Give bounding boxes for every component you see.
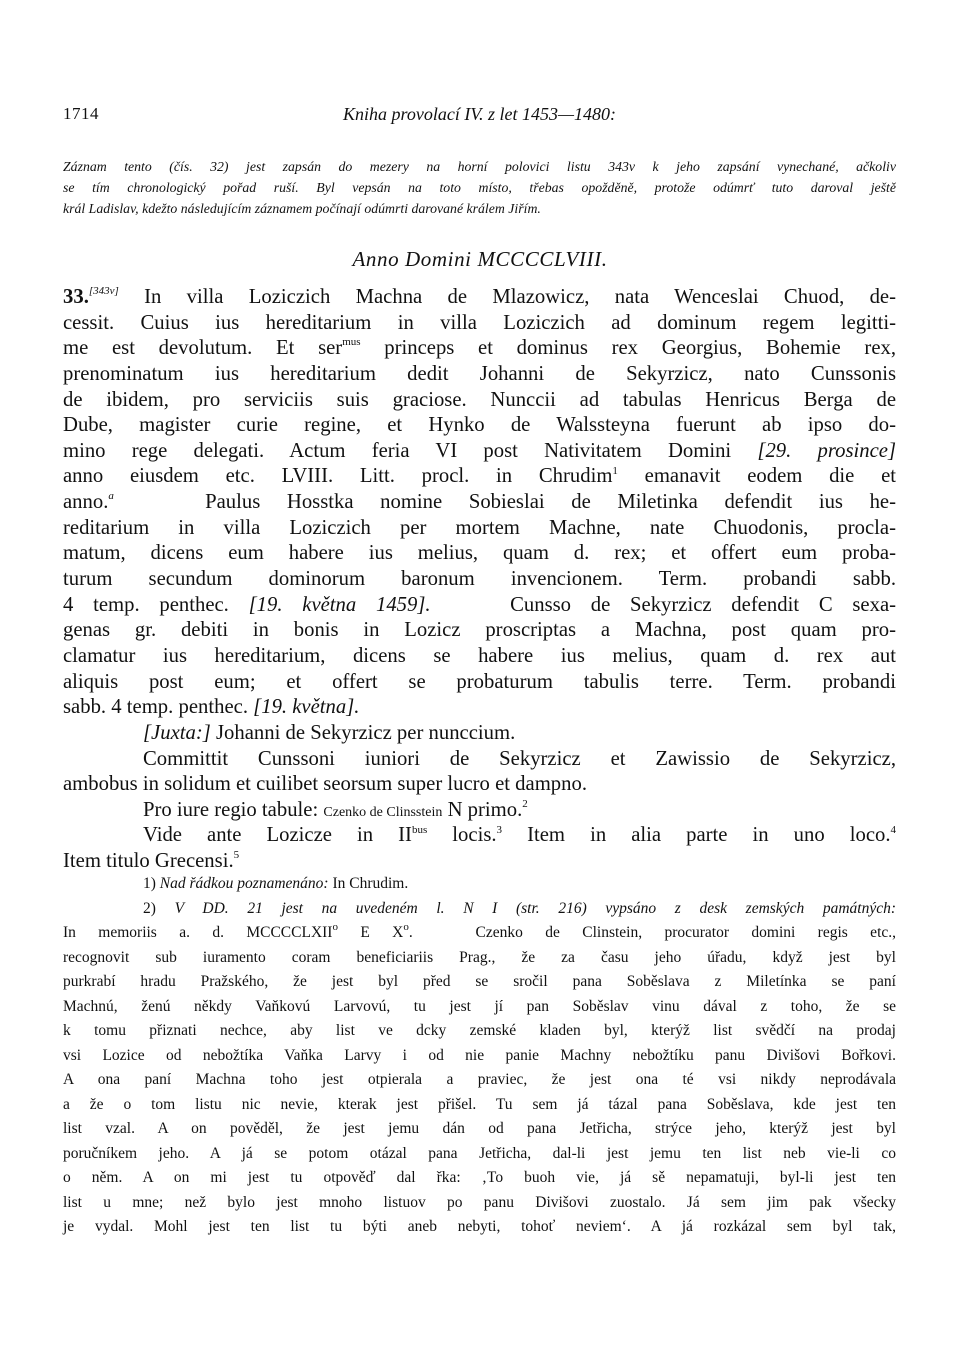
marginal-insertion: [Juxta:] xyxy=(143,721,211,744)
footnote-line: purkrabí hradu Pražského, že jest byl před se sročil pana Soběslava z Miletínka se paní xyxy=(63,973,896,990)
footnote-line: je vydal. Mohl jest ten list tu býti aneb nebyti, tohoť neviem‘. A já rozkázal sem byl tak, xyxy=(63,1218,896,1235)
text-line: princeps et dominus rex Georgius, Bohemie rex, xyxy=(384,337,897,360)
text-line: Item titulo Grecensi. xyxy=(63,850,234,873)
superscript: o xyxy=(332,920,338,933)
text-line: anno. xyxy=(63,491,109,514)
page-number: 1714 xyxy=(63,104,99,123)
text-line: Vide ante Lozicze in II xyxy=(143,824,412,847)
editorial-note xyxy=(63,156,896,219)
text-line: N primo. xyxy=(447,798,523,821)
text-line: ambobus in solidum et cuilibet seorsum super lucro et dampno. xyxy=(63,773,587,796)
footnotes: 1) Nad řádkou poznamenáno: In Chrudim. 2) V DD. 21 jest na uvedeném l. N I (str. 216) vypsáno z desk zemských památných: In memoriis a. d. MCCCCLXII$^o$ E $X^o$. Czenko de Clinstein, procurator domini regis etc., recognovit sub iuramento coram beneficiariis Prag., že za času jeho úřadu, když jest byl purkrabí hradu Pražského, že jest byl před se sročil pana Soběslava z Miletínka se paní Machnú, ženú někdy Vaňkovú Larvovú, tu jest jí pan Soběslav vinu dával z toho, že se k tomu přiznati nechce, aby list ve dcky zemské kladen byl, kterýž list svědčí na prodaj vsi Lozice od nebožtíka Vaňka Larvy i od nie panie Machny nebožtíku panu Divišovi Bořkovi. A ona paní Machna toho jest otpierala a praviec, že jest ona té vsi nikdy neprodávala a že o tom listu nic nevie, kterak jest přišel. Tu sem já tázal pana Soběslava, kde jest ten list vzal. A on pověděl, že jest jemu dán od pana Jetřicha, strýce jeho, kterýž jest byl poručníkem jeho. A já se potom otázal pana Jetřicha, dal-li jest jemu ten list neb vie-li co o něm. A on mi jest tu otpověď dal řka: ‚To buoh vie, já sě nepamatuji, byl-li jest ten list u mne; než bylo jest mnoho listuov po panu Divišovi zuostalo. Já sem jim pak všecky je vydal. Mohl jest ten list tu býti aneb nebyti, tohoť neviem‘. A já rozkázal sem byl tak, xyxy=(63,872,896,1240)
footnote-ref: 1 xyxy=(612,464,618,477)
footnote-line: recognovit sub iuramento coram beneficiariis Prag., že za času jeho úřadu, když jest byl xyxy=(63,948,896,966)
footnote-line: o něm. A on mi jest tu otpověď dal řka: ‚To buoh vie, já sě nepamatuji, byl-li jest ten xyxy=(63,1169,896,1186)
footnote-line: list u mne; než bylo jest mnoho listuov po panu Divišovi zuostalo. Já sem jim pak všecky xyxy=(63,1193,896,1211)
date-insertion: [19. května 1459]. xyxy=(248,593,431,616)
footnote-ref: 2 xyxy=(522,797,528,810)
text-line: clamatur ius hereditarium, dicens se habere ius melius, quam d. rex aut xyxy=(63,644,896,667)
text-line: me est devolutum. Et ser xyxy=(63,337,343,360)
footnote-label: V DD. 21 jest na uvedeném l. N I (str. 216) vypsáno z desk zemských památných: xyxy=(174,899,897,917)
year-heading: Anno Domini MCCCCLVIII. xyxy=(352,247,608,271)
note-line: král Ladislav, kdežto následujícím záznamem počínají odúmrti darované králem Jiřím. xyxy=(63,201,541,216)
text-line: emanavit eodem die et xyxy=(644,465,897,488)
text-line: sabb. 4 temp. penthec. xyxy=(63,696,248,719)
footnote-marker: 1) xyxy=(143,875,156,892)
text-line: Dube, magister curie regine, et Hynko de Walssteyna fuerunt ab ipso do- xyxy=(63,414,896,437)
running-header xyxy=(63,104,896,130)
text-line: matum, dicens eum habere ius melius, quam d. rex; et offert eum proba- xyxy=(63,542,896,565)
text-line: genas gr. debiti in bonis in Lozicz proscriptas a Machna, post quam pro- xyxy=(63,619,896,642)
footnote-line: vsi Lozice od nebožtíka Vaňka Larvy i od nie panie Machny nebožtíku panu Divišovi Bořkovi. xyxy=(63,1046,896,1064)
text-line: cessit. Cuius ius hereditarium in villa Loziczich ad dominum regem legitti- xyxy=(63,311,896,334)
text-line: Paulus Hosstka nomine Sobieslai de Miletinka defendit ius he- xyxy=(205,491,896,514)
footnote-line: Machnú, ženú někdy Vaňkovú Larvovú, tu jest jí pan Soběslav vinu dával z toho, že se xyxy=(63,997,896,1015)
name-small: Czenko de Clinsstein xyxy=(323,804,443,820)
date-insertion: [19. května]. xyxy=(253,696,360,719)
superscript: mus xyxy=(342,336,361,349)
footnote-line: A ona paní Machna toho jest otpierala a praviec, že jest ona té vsi nikdy neprodávala xyxy=(63,1071,896,1088)
text-line: Pro iure regio tabule: xyxy=(143,798,319,821)
footnote-line: k tomu přiznati nechce, aby list ve dcky zemské kladen byl, kterýž list svědčí na prodaj xyxy=(63,1022,896,1039)
footnote-line: poručníkem jeho. A já se potom otázal pana Jetřicha, dal-li jest jemu ten list neb vie-li co xyxy=(63,1144,896,1162)
note-line: se tím chronologický pořad ruší. Byl vepsán na toto místo, třebas opožděně, protože odúmrť tuto daroval ještě xyxy=(63,180,896,195)
text-line: 4 temp. penthec. xyxy=(63,593,229,616)
text-line: In villa Loziczich Machna de Mlazowicz, nata Wenceslai Chuod, de- xyxy=(144,286,897,308)
running-title: Kniha provolací IV. z let 1453—1480: xyxy=(343,104,616,124)
text-line: de ibidem, pro serviciis suis graciose. Nunccii ad tabulas Henricus Berga de xyxy=(63,388,896,411)
text-line: Johanni de Sekyrzicz per nunccium. xyxy=(215,721,516,744)
text-line: turum secundum dominorum baronum invencionem. Term. probandi sabb. xyxy=(63,568,896,591)
footnote-label: Nad řádkou poznamenáno: xyxy=(159,875,329,892)
superscript: o xyxy=(403,920,409,933)
text-line: mino rege delegati. Actum feria VI post Nativitatem Domini xyxy=(63,439,732,462)
footnote-text: E X xyxy=(360,924,404,941)
footnote-ref: 5 xyxy=(233,849,240,862)
text-line: locis. xyxy=(452,824,497,847)
entry-text xyxy=(63,285,896,875)
date-insertion: [29. prosince] xyxy=(757,439,897,462)
text-line: Committit Cunssoni iuniori de Sekyrzicz et Zawissio de Sekyrzicz, xyxy=(143,747,896,770)
text-line: aliquis post eum; et offert se probaturum tabulis terre. Term. probandi xyxy=(63,670,896,693)
footnote-ref: a xyxy=(108,490,114,503)
note-line: Záznam tento (čís. 32) jest zapsán do mezery na horní polovici listu 343v k jeho zapsání vynechané, ačkoliv xyxy=(63,159,896,174)
text-line: Cunsso de Sekyrzicz defendit C sexa- xyxy=(510,593,897,616)
text-line: anno eiusdem etc. LVIII. Litt. procl. in Chrudim xyxy=(63,465,613,488)
footnote-text: In memoriis a. d. MCCCCLXII xyxy=(63,924,333,941)
text-line: Item in alia parte in uno loco. xyxy=(527,824,891,847)
folio-reference: [343v] xyxy=(88,285,119,298)
footnote-text: Czenko de Clinstein, procurator domini regis etc., xyxy=(475,924,897,941)
footnote-line: a že o tom listu nic nevie, kterak jest přišel. Tu sem já tázal pana Soběslava, kde jest ten xyxy=(63,1095,896,1113)
footnote-text: In Chrudim. xyxy=(332,875,409,892)
footnote-ref: 4 xyxy=(890,823,897,836)
footnote-line: list vzal. A on pověděl, že jest jemu dán od pana Jetřicha, strýce jeho, kterýž jest byl xyxy=(63,1120,896,1137)
text-line: reditarium in villa Loziczich per mortem Machne, nate Chuodonis, procla- xyxy=(63,516,896,539)
footnote-marker: 2) xyxy=(143,899,156,917)
text-line: prenominatum ius hereditarium dedit Johanni de Sekyrzicz, nato Cunssonis xyxy=(63,362,896,385)
superscript: bus xyxy=(411,823,428,836)
footnote-ref: 3 xyxy=(496,823,503,836)
entry-number: 33. xyxy=(63,286,89,308)
